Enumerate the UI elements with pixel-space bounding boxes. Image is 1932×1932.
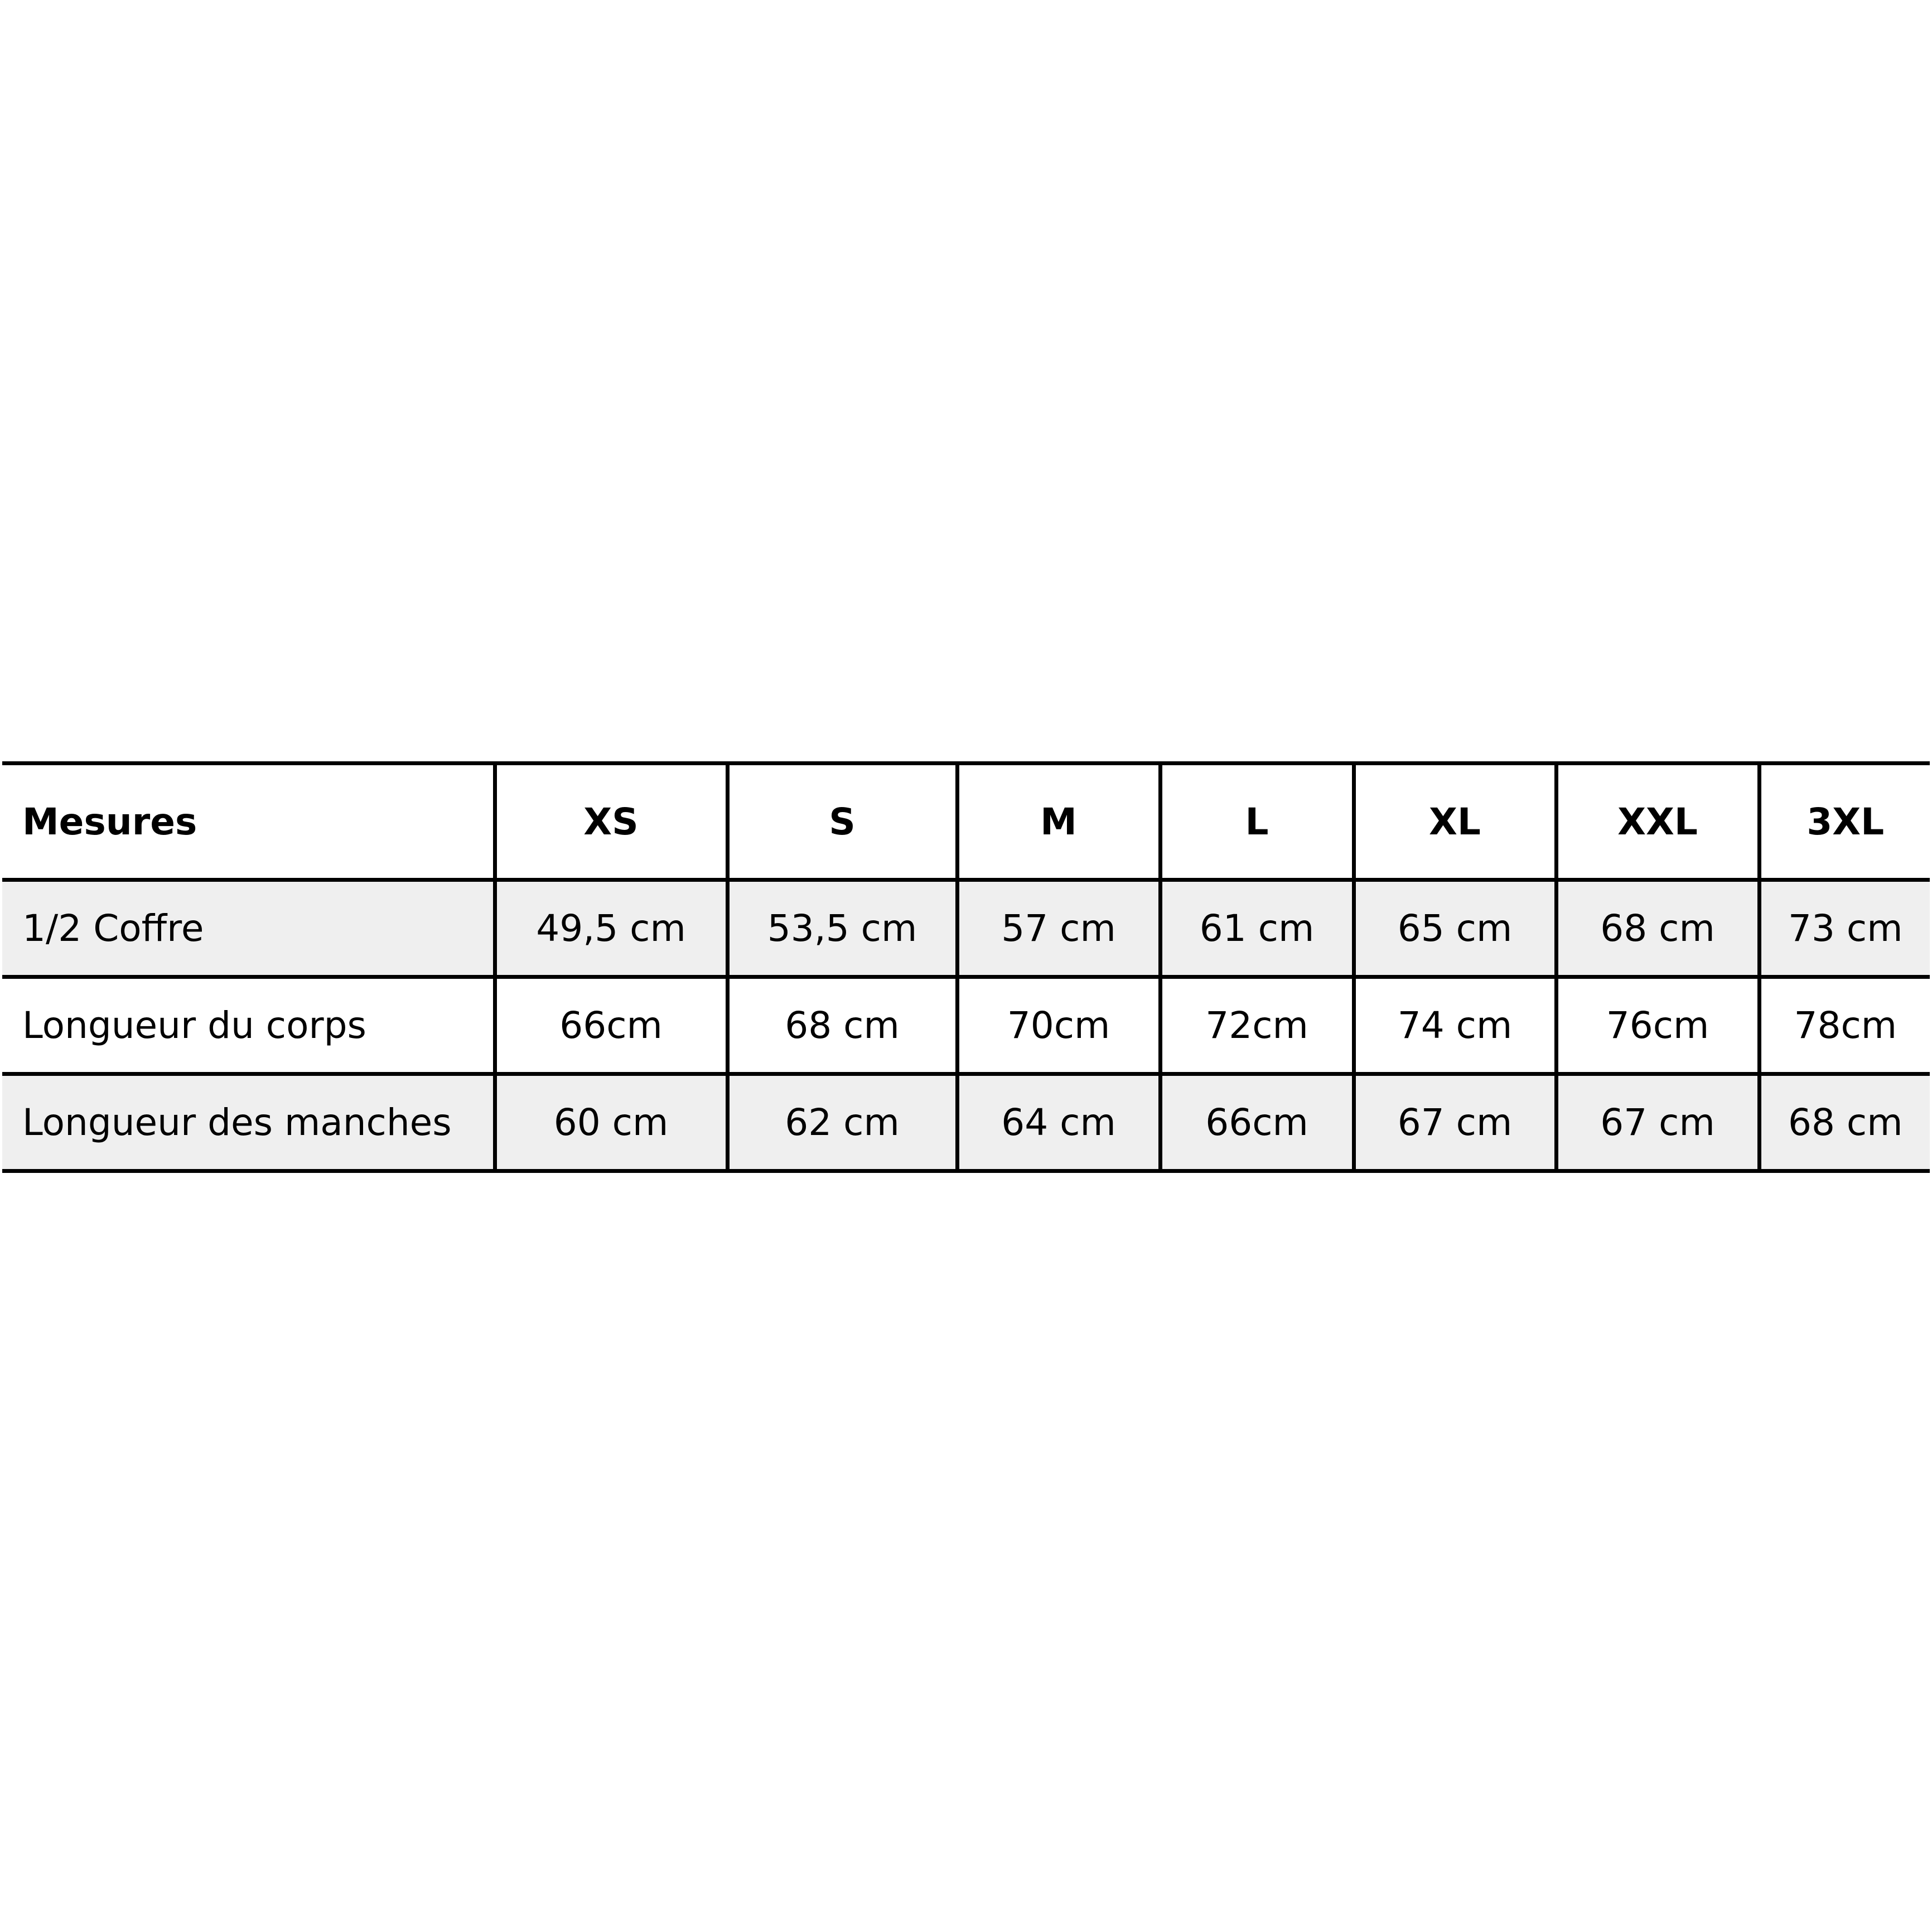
table-row-body-length	[2, 977, 1930, 1074]
row-label: Longueur des manches	[2, 1074, 495, 1171]
header-row	[2, 764, 1930, 880]
table-row-chest	[2, 880, 1930, 977]
table-cell: 49,5 cm	[495, 880, 727, 977]
table-cell: 65 cm	[1354, 880, 1556, 977]
table-cell: 73 cm	[1759, 880, 1930, 977]
table-cell: 62 cm	[727, 1074, 957, 1171]
header-mesures: Mesures	[2, 764, 495, 880]
table-cell: 61 cm	[1160, 880, 1354, 977]
table-cell: 57 cm	[957, 880, 1160, 977]
table-cell: 66cm	[1160, 1074, 1354, 1171]
table-cell: 70cm	[957, 977, 1160, 1074]
table-cell: 67 cm	[1354, 1074, 1556, 1171]
table-cell: 60 cm	[495, 1074, 727, 1171]
header-size-s: S	[727, 764, 957, 880]
table-cell: 72cm	[1160, 977, 1354, 1074]
table-cell: 76cm	[1556, 977, 1759, 1074]
header-size-xl: XL	[1354, 764, 1556, 880]
table-cell: 64 cm	[957, 1074, 1160, 1171]
table-cell: 78cm	[1759, 977, 1930, 1074]
row-label: Longueur du corps	[2, 977, 495, 1074]
size-chart-table	[2, 761, 1930, 1173]
table-cell: 74 cm	[1354, 977, 1556, 1074]
table-cell: 68 cm	[727, 977, 957, 1074]
table-cell: 68 cm	[1759, 1074, 1930, 1171]
table-cell: 67 cm	[1556, 1074, 1759, 1171]
header-size-l: L	[1160, 764, 1354, 880]
header-size-xxl: XXL	[1556, 764, 1759, 880]
header-size-3xl: 3XL	[1759, 764, 1930, 880]
table-cell: 53,5 cm	[727, 880, 957, 977]
header-size-m: M	[957, 764, 1160, 880]
table-cell: 66cm	[495, 977, 727, 1074]
header-size-xs: XS	[495, 764, 727, 880]
row-label: 1/2 Coffre	[2, 880, 495, 977]
table-cell: 68 cm	[1556, 880, 1759, 977]
table-row-sleeve-length	[2, 1074, 1930, 1171]
